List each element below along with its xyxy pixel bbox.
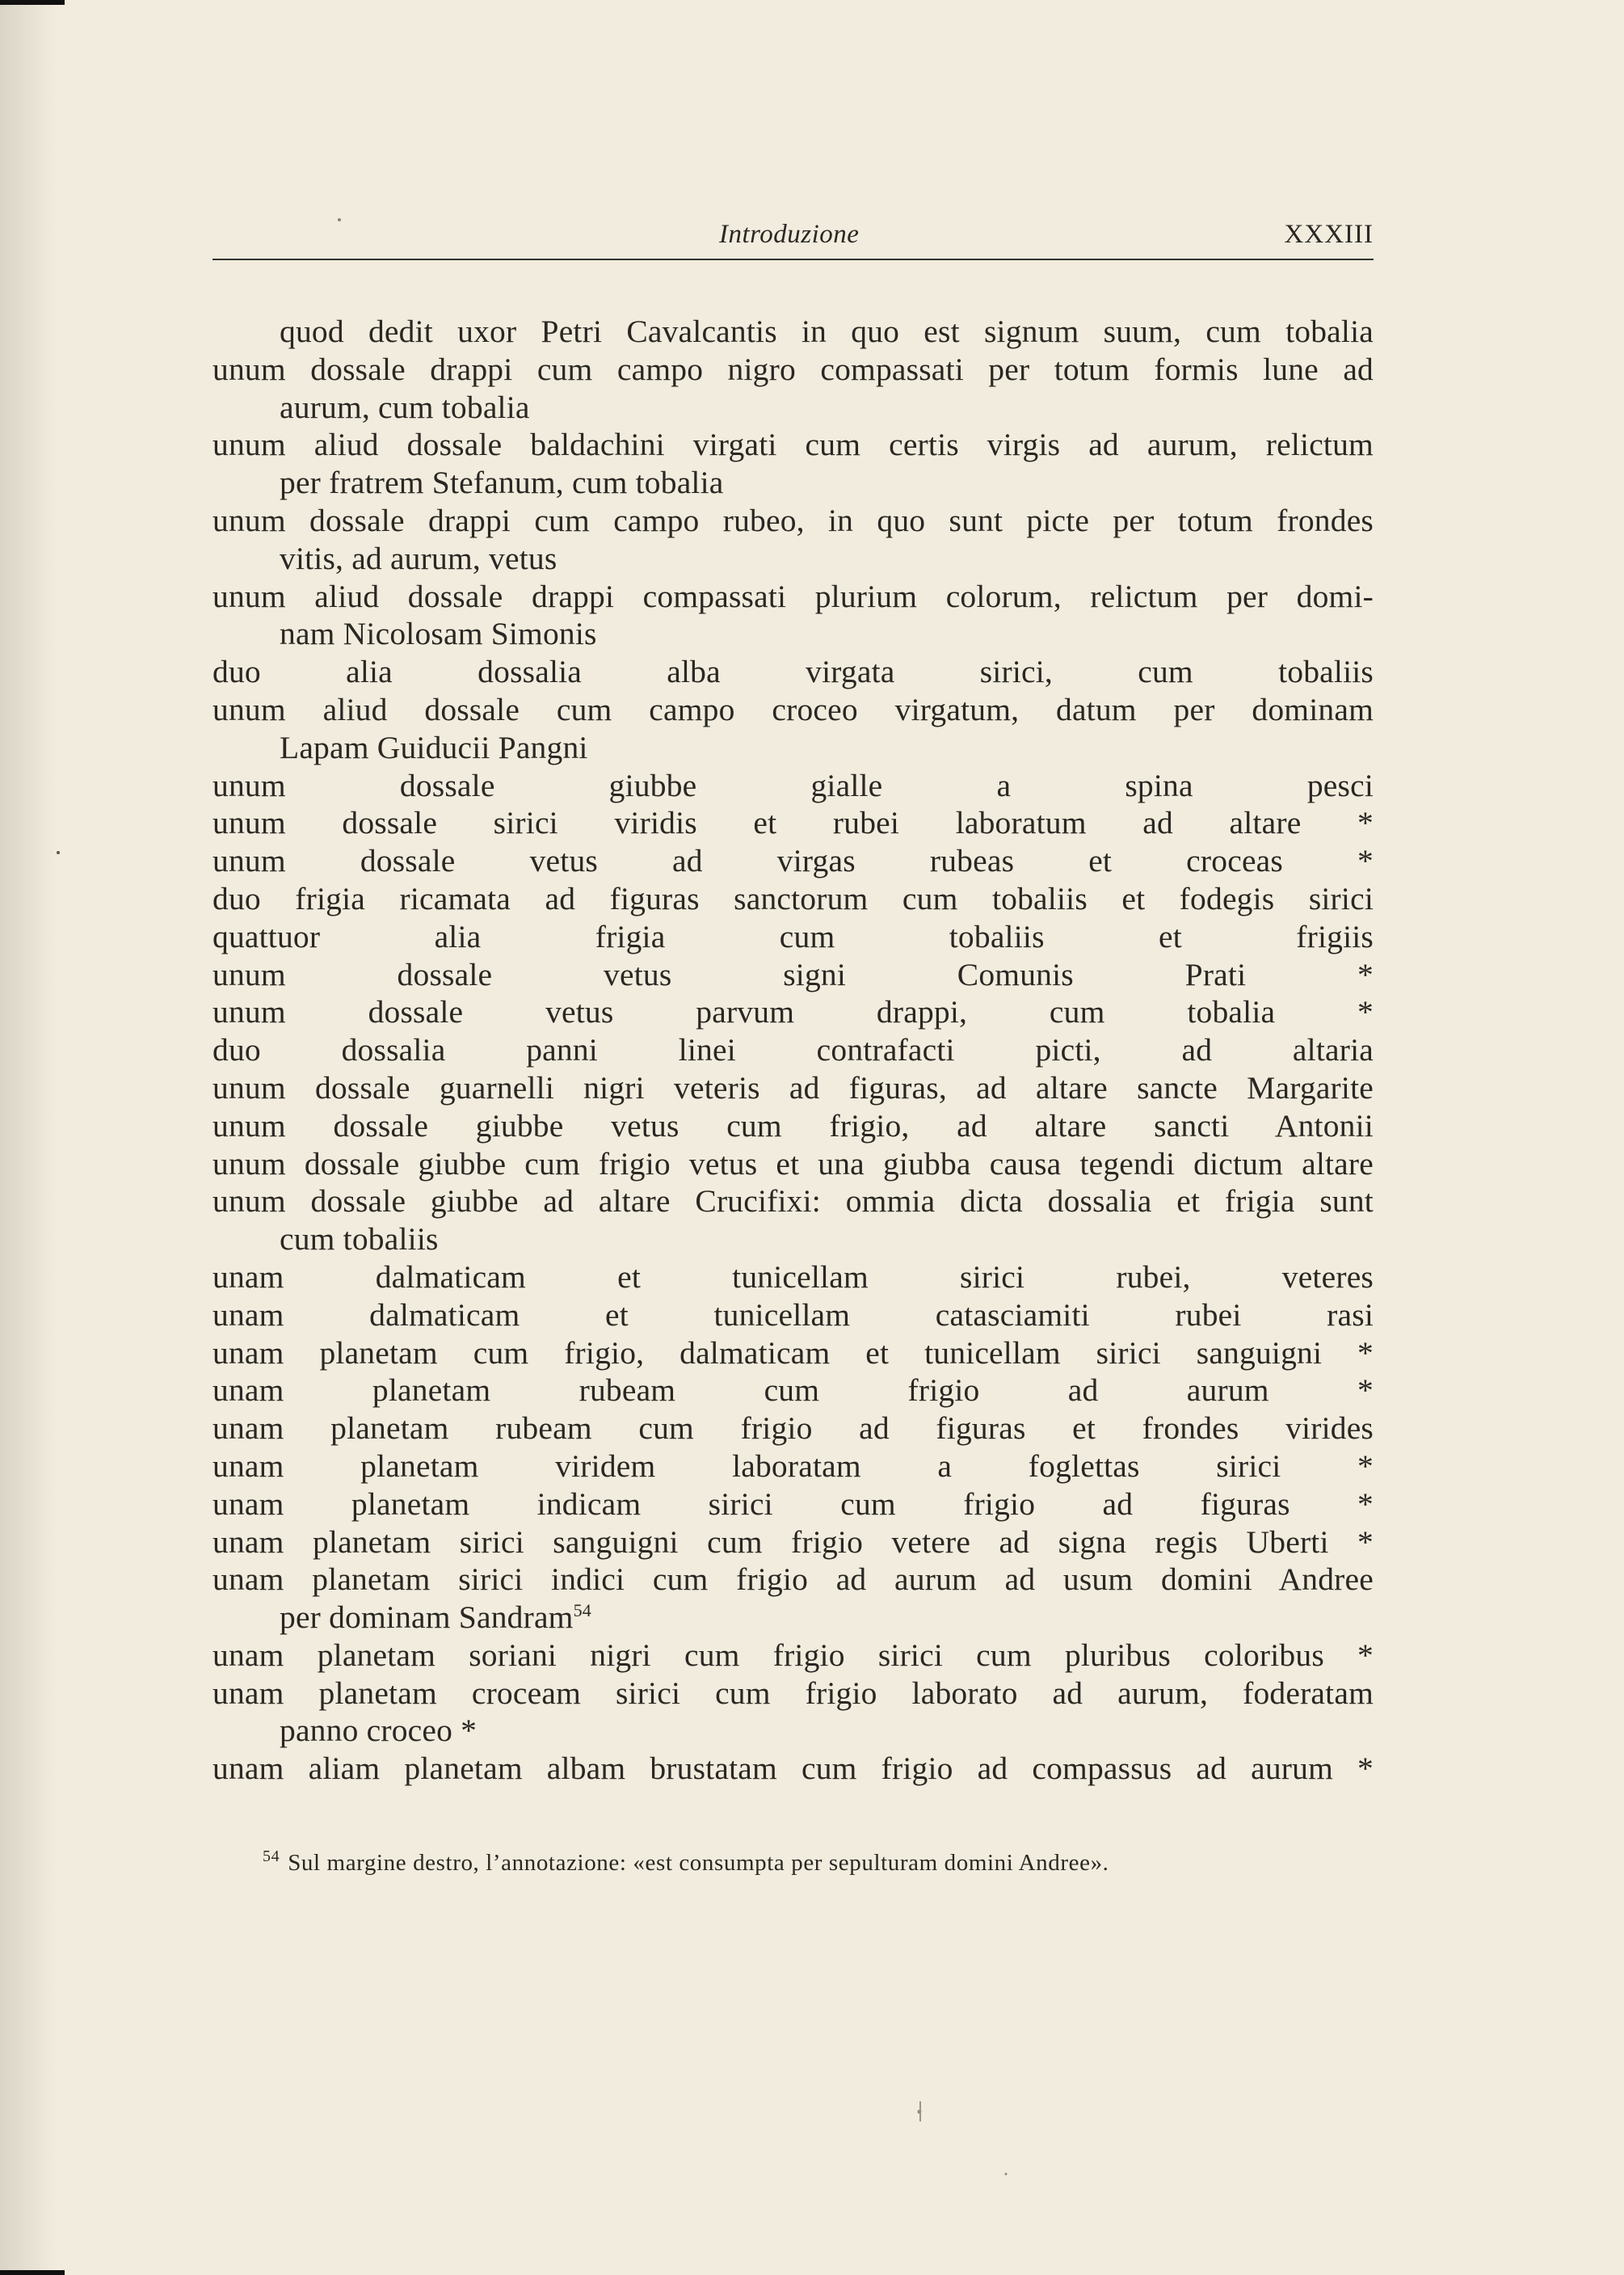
inventory-entry [212,578,1374,654]
entry-continuation-line: Lapam Guiducii Pangni [280,729,588,765]
inventory-entry [212,1145,1374,1183]
entry-line: unam planetam soriani nigri cum frigio sirici cum pluribus coloribus * [212,1637,1374,1673]
entry-line: unam planetam croceam sirici cum frigio laborato ad aurum, foderatam [212,1675,1374,1711]
inventory-entry [212,1258,1374,1296]
inventory-entry [212,351,1374,427]
entry-line: unum dossale vetus signi Comunis Prati * [212,956,1374,992]
entry-line: unam dalmaticam et tunicellam catasciamiti rubei rasi [212,1296,1374,1333]
entry-line: unum dossale sirici viridis et rubei laboratum ad altare * [212,805,1374,841]
inventory-entry [212,1296,1374,1334]
entry-line: unam planetam indicam sirici cum frigio ad figuras * [212,1485,1374,1522]
entry-line: unum dossale vetus parvum drappi, cum tobalia * [212,994,1374,1030]
inventory-entry [212,1069,1374,1107]
entry-line: unam planetam cum frigio, dalmaticam et tunicellam sirici sanguigni * [212,1334,1374,1371]
entry-line: duo dossalia panni linei contrafacti picti, ad altaria [212,1032,1374,1068]
inventory-entry [212,1675,1374,1750]
inventory-entry [212,993,1374,1031]
entry-continuation-line: nam Nicolosam Simonis [280,616,597,652]
inventory-entry [212,918,1374,956]
inventory-entry [212,1409,1374,1447]
entry-line: unum dossale giubbe gialle a spina pesci [212,767,1374,803]
inventory-text [212,313,1374,1788]
entry-line: duo frigia ricamata ad figuras sanctorum cum tobaliis et fodegis sirici [212,880,1374,916]
inventory-entry [212,1447,1374,1485]
inventory-entry [212,767,1374,805]
entry-line: unam planetam sirici sanguigni cum frigio vetere ad signa regis Uberti * [212,1523,1374,1560]
entry-line: unum dossale drappi cum campo rubeo, in quo sunt picte per totum frondes [212,502,1374,538]
running-head-title: Introduzione [719,220,860,249]
entry-line: unam aliam planetam albam brustatam cum frigio ad compassus ad aurum * [212,1750,1374,1787]
inventory-entry [212,1523,1374,1561]
inventory-entry [212,1334,1374,1372]
inventory-entry [212,842,1374,880]
entry-line: unum aliud dossale cum campo croceo virgatum, datum per dominam [212,691,1374,727]
entry-continuation-line: vitis, ad aurum, vetus [280,540,557,576]
footnote-number: 54 [263,1847,280,1866]
footnote [263,1847,1378,1879]
entry-line: unam planetam sirici indici cum frigio ad aurum ad usum domini Andree [212,1561,1374,1598]
running-header [212,214,1374,261]
entry-line: unum dossale guarnelli nigri veteris ad figuras, ad altare sancte Margarite [212,1069,1374,1106]
inventory-entry [212,1750,1374,1788]
entry-line: unam planetam rubeam cum frigio ad aurum * [212,1372,1374,1409]
entry-continuation-line: cum tobaliis [280,1221,439,1258]
entry-continuation [212,313,1374,351]
entry-line: unum dossale giubbe cum frigio vetus et una giubba causa tegendi dictum altare [212,1145,1374,1182]
inventory-entry [212,1561,1374,1637]
entry-continuation-line: aurum, cum tobalia [280,389,530,425]
inventory-entry [212,653,1374,691]
inventory-entry [212,1107,1374,1145]
entry-continuation-line: panno croceo * [280,1713,478,1749]
page-number: XXXIII [1284,220,1374,249]
entry-line: unum aliud dossale baldachini virgati cum certis virgis ad aurum, relictum [212,427,1374,463]
inventory-entry [212,502,1374,578]
entry-continuation-line: per dominam Sandram$^{54}$ [280,1599,592,1636]
footnote-text: Sul margine destro, l’annotazione: «est consumpta per sepulturam domini Andree». [288,1850,1109,1876]
inventory-entry [212,691,1374,767]
inventory-entry [212,1637,1374,1675]
entry-line: unum dossale drappi cum campo nigro compassati per totum formis lune ad [212,351,1374,387]
entry-line: unum aliud dossale drappi compassati plurium colorum, relictum per domi- [212,578,1374,614]
inventory-entry [212,426,1374,502]
entry-line: unum dossale giubbe ad altare Crucifixi: ommia dicta dossalia et frigia sunt [212,1183,1374,1220]
footnote-reference: 54 [573,1599,592,1620]
inventory-entry [212,1485,1374,1523]
entry-line: quod dedit uxor Petri Cavalcantis in quo est signum suum, cum tobalia [280,314,1374,349]
entry-line: unam dalmaticam et tunicellam sirici rubei, veteres [212,1258,1374,1295]
inventory-entry [212,880,1374,918]
header-rule [212,259,1374,260]
entry-line: unam planetam rubeam cum frigio ad figuras et frondes virides [212,1410,1374,1447]
inventory-entry [212,804,1374,842]
entry-continuation-line: per fratrem Stefanum, cum tobalia [280,465,724,501]
entry-line: unum dossale giubbe vetus cum frigio, ad altare sancti Antonii [212,1107,1374,1144]
entry-line: duo alia dossalia alba virgata sirici, cum tobaliis [212,654,1374,690]
entry-line: unum dossale vetus ad virgas rubeas et croceas * [212,843,1374,879]
entry-line: unam planetam viridem laboratam a foglettas sirici * [212,1447,1374,1484]
inventory-entry [212,1371,1374,1409]
entry-line: quattuor alia frigia cum tobaliis et frigiis [212,918,1374,954]
inventory-entry [212,956,1374,994]
inventory-entry [212,1182,1374,1258]
inventory-entry [212,1031,1374,1069]
